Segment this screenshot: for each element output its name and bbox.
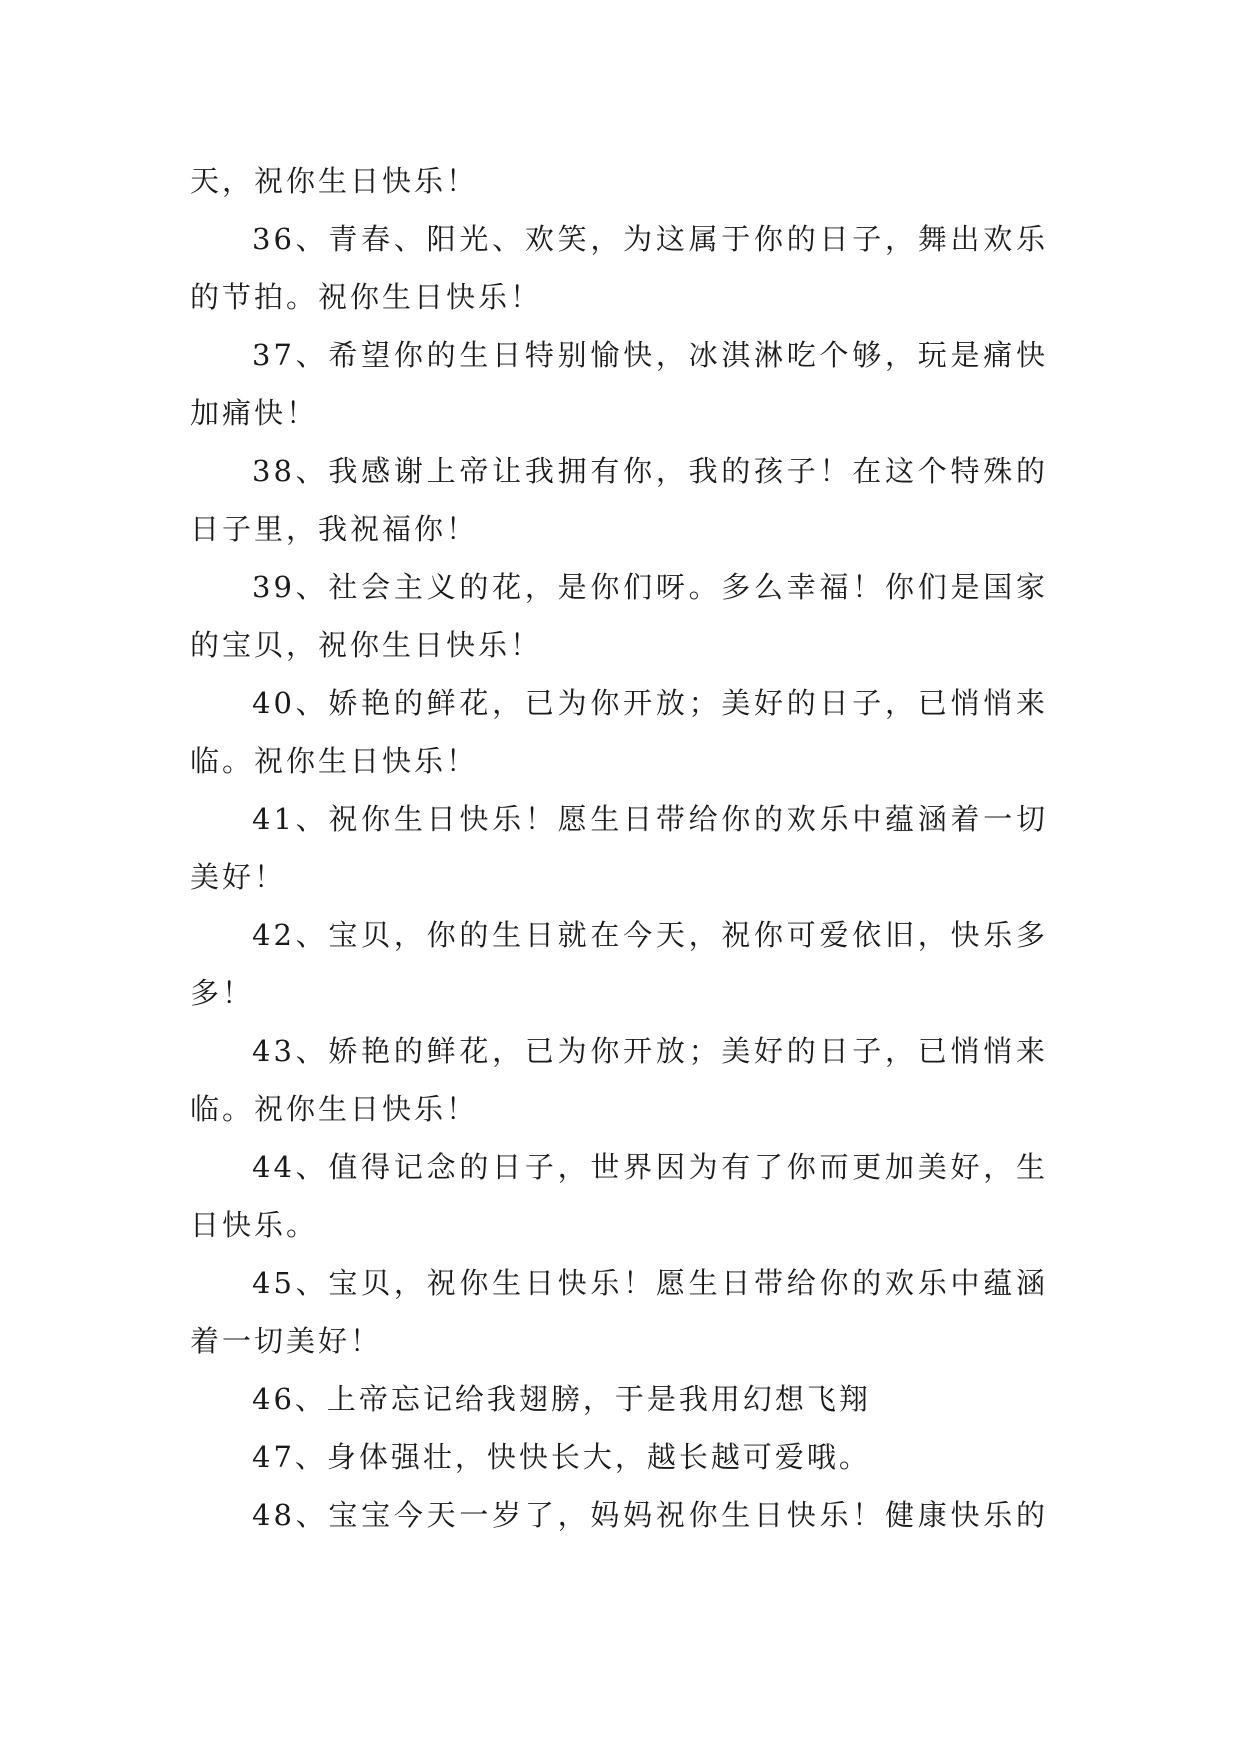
text-line: 48、宝宝今天一岁了，妈妈祝你生日快乐！健康快乐的 [252, 1498, 1048, 1532]
text-line: 42、宝贝，你的生日就在今天，祝你可爱依旧，快乐多 [252, 918, 1048, 952]
text-line: 38、我感谢上帝让我拥有你，我的孩子！在这个特殊的 [252, 454, 1048, 488]
text-line: 临。祝你生日快乐！ [190, 744, 479, 778]
text-line: 天，祝你生日快乐！ [190, 164, 479, 198]
text-line: 日子里，我祝福你！ [190, 512, 479, 546]
text-line: 47、身体强壮，快快长大，越长越可爱哦。 [252, 1440, 871, 1474]
document-body [190, 152, 1048, 1544]
text-line: 40、娇艳的鲜花，已为你开放；美好的日子，已悄悄来 [252, 686, 1048, 720]
text-line: 44、值得记念的日子，世界因为有了你而更加美好，生 [252, 1150, 1048, 1184]
text-line: 45、宝贝，祝你生日快乐！愿生日带给你的欢乐中蕴涵 [252, 1266, 1048, 1300]
text-line: 的节拍。祝你生日快乐！ [190, 280, 543, 314]
text-line: 着一切美好！ [190, 1324, 383, 1358]
text-line: 36、青春、阳光、欢笑，为这属于你的日子，舞出欢乐 [252, 222, 1048, 256]
text-line: 39、社会主义的花，是你们呀。多么幸福！你们是国家 [252, 570, 1048, 604]
text-line: 46、上帝忘记给我翅膀，于是我用幻想飞翔 [252, 1382, 871, 1416]
text-line: 临。祝你生日快乐！ [190, 1092, 479, 1126]
text-line: 的宝贝，祝你生日快乐！ [190, 628, 543, 662]
text-line: 41、祝你生日快乐！愿生日带给你的欢乐中蕴涵着一切 [252, 802, 1048, 836]
text-line: 加痛快！ [190, 396, 319, 430]
text-line: 37、希望你的生日特别愉快，冰淇淋吃个够，玩是痛快 [252, 338, 1048, 372]
text-line: 美好！ [190, 860, 287, 894]
text-line: 日快乐。 [190, 1208, 319, 1242]
text-line: 多！ [190, 976, 255, 1010]
text-line: 43、娇艳的鲜花，已为你开放；美好的日子，已悄悄来 [252, 1034, 1048, 1068]
